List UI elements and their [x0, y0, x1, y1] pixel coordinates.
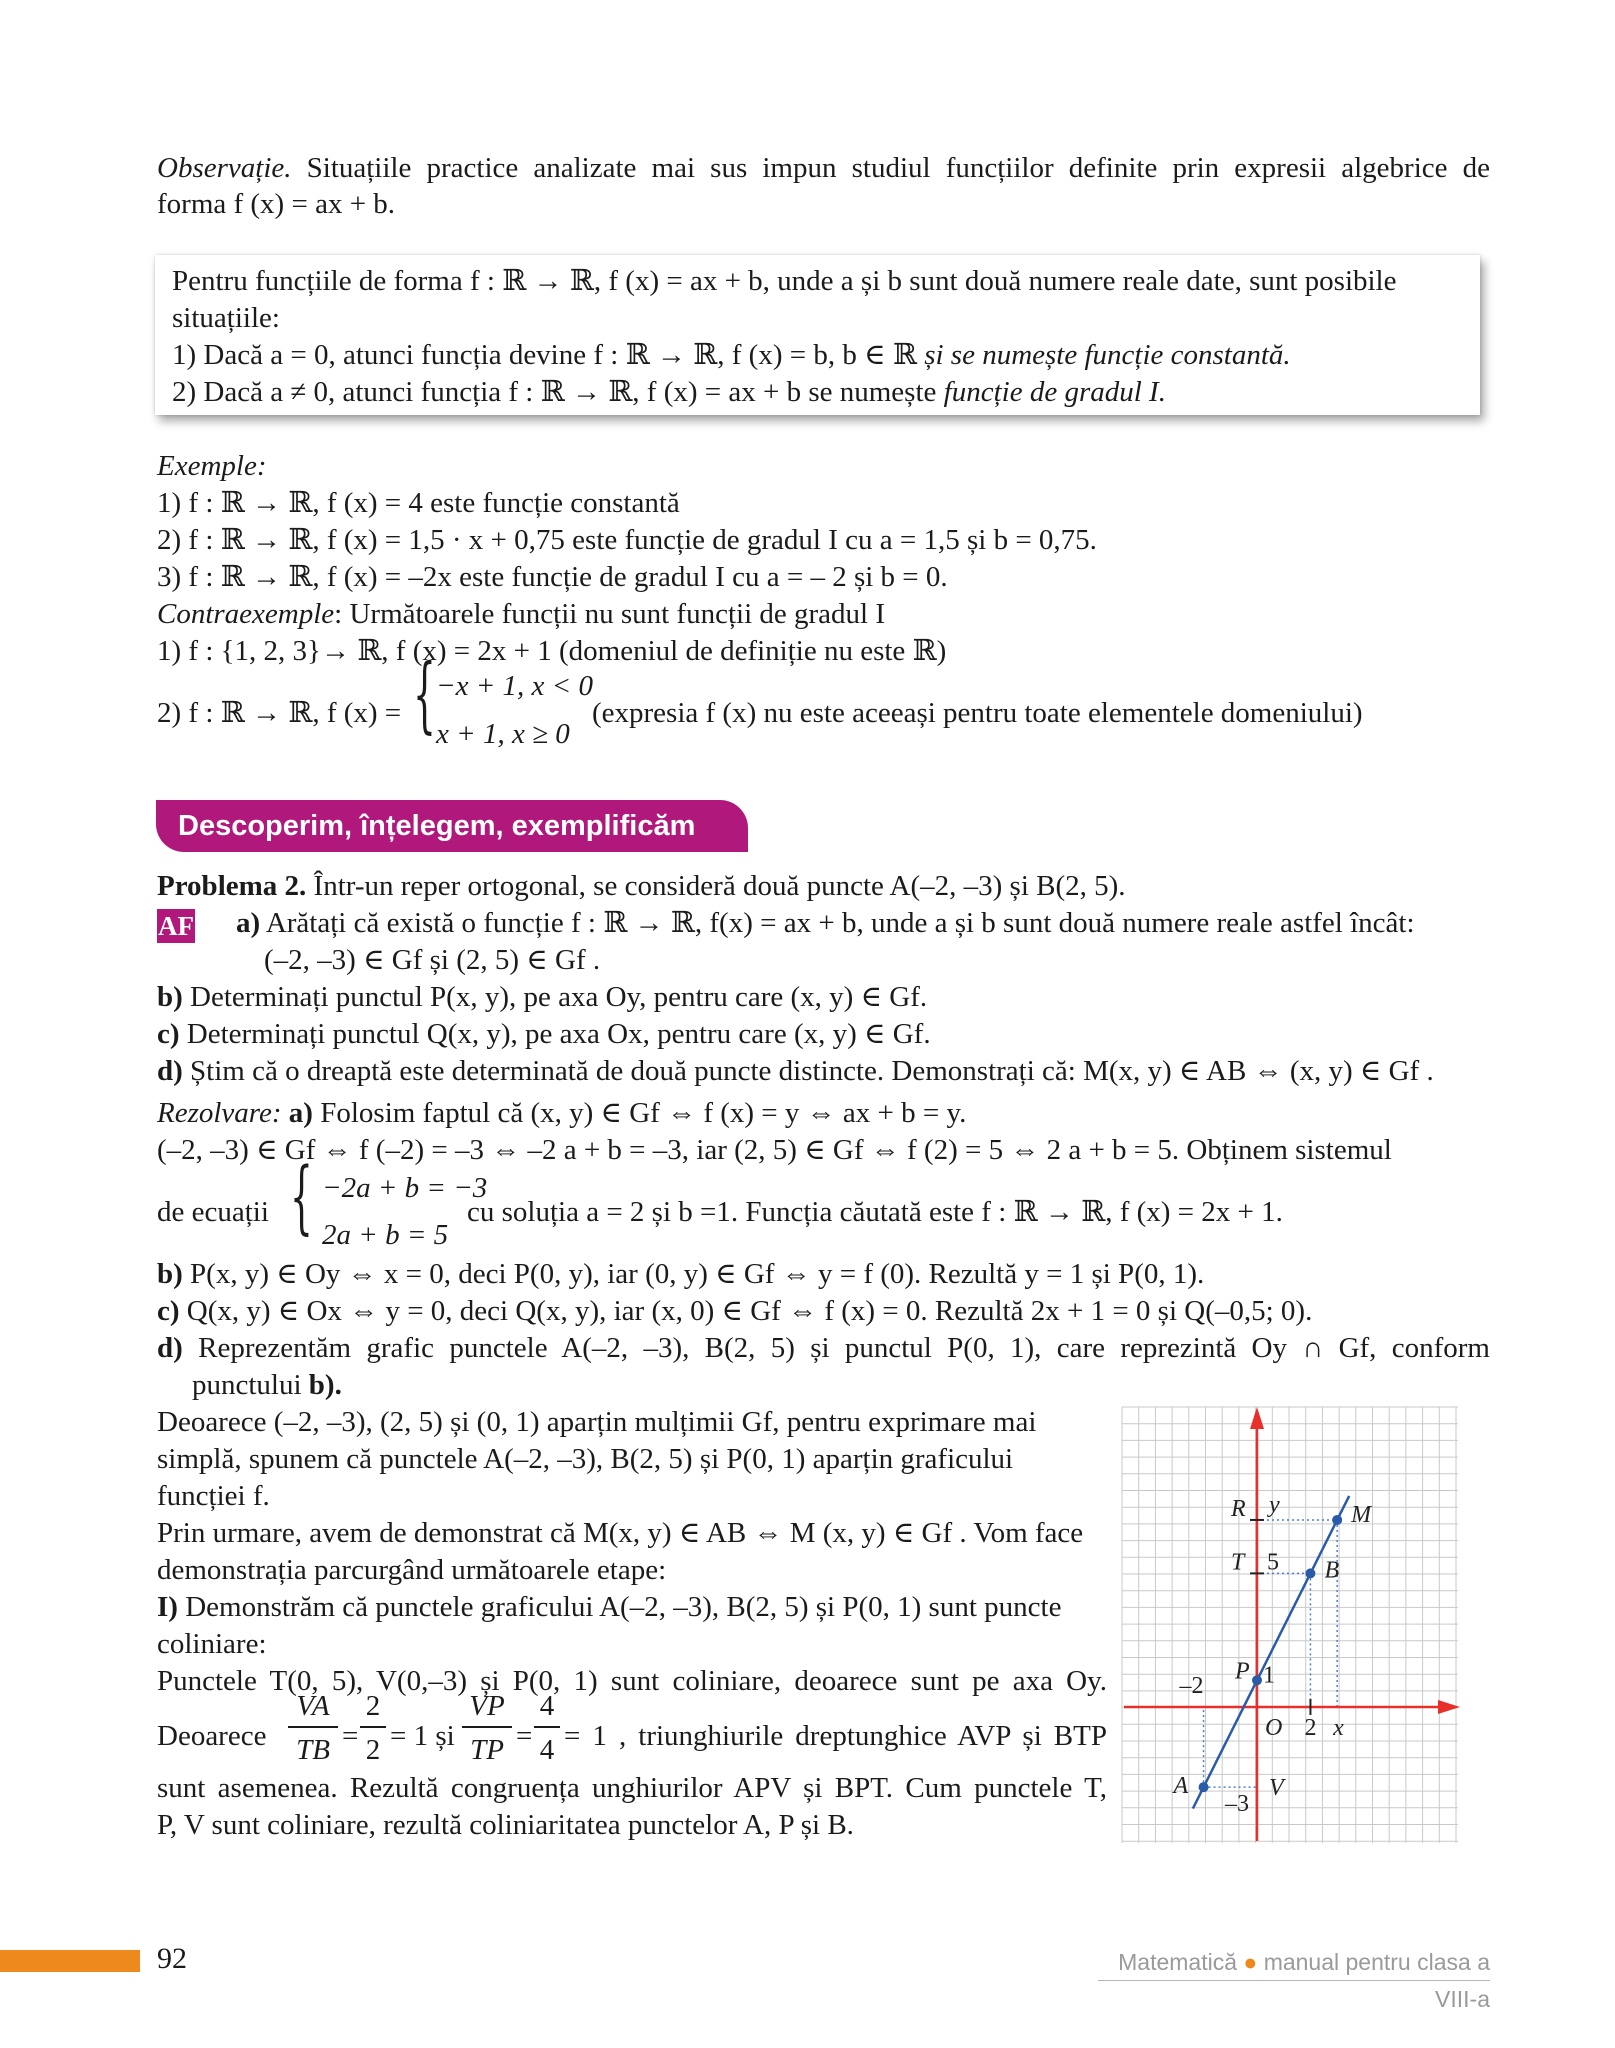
- definitie-line1: Pentru funcțiile de forma f : ℝ → ℝ, f (x) = ax + b, unde a și b sunt două numere reale date, sunt posibile: [172, 265, 1397, 297]
- contraexemplu-2-prefix: 2) f : ℝ → ℝ, f (x) =: [157, 697, 402, 729]
- section-banner: [156, 800, 748, 852]
- paragraph-line-4: Prin urmare, avem de demonstrat că M(x, y) ∈ AB ⇔ M (x, y) ∈ Gf . Vom face: [157, 1517, 1084, 1549]
- system-prefix: de ecuații: [157, 1196, 269, 1228]
- rezolvare-b: b) P(x, y) ∈ Oy ⇔ x = 0, deci P(0, y), iar (0, y) ∈ Gf ⇔ y = f (0). Rezultă y = 1 și P(0, 1).: [157, 1258, 1205, 1290]
- fraction-eq-1: =: [342, 1720, 359, 1752]
- label-m: M: [1351, 1501, 1372, 1528]
- fraction-4-bar: [534, 1726, 560, 1728]
- fraction-3-num: VP: [469, 1690, 505, 1722]
- footer-rule: [1098, 1980, 1490, 1981]
- rezolvare-c: c) Q(x, y) ∈ Ox ⇔ y = 0, deci Q(x, y), iar (x, 0) ∈ Gf ⇔ f (x) = 0. Rezultă 2x + 1 = 0 și Q(–0,5; 0).: [157, 1295, 1313, 1327]
- label-p: P: [1235, 1658, 1250, 1685]
- point-m: [1332, 1515, 1342, 1525]
- footer-book-title: Matematică ● manual pentru clasa a VIII-a: [1118, 1949, 1490, 2012]
- footer-dot-icon: ●: [1243, 1949, 1258, 1975]
- problema-d: d) Știm că o dreaptă este determinată de două puncte distincte. Demonstrați că: M(x, y) ∈ AB ⇔ (x, y) ∈ Gf .: [157, 1055, 1434, 1087]
- fraction-1-bar: [288, 1726, 338, 1728]
- fraction-1-num: VA: [296, 1690, 330, 1722]
- problema-title: Problema 2. Într-un reper ortogonal, se consideră două puncte A(–2, –3) și B(2, 5).: [157, 870, 1126, 902]
- observatie-label: Observație.: [157, 152, 292, 184]
- definitie-line2: situațiile:: [172, 302, 280, 334]
- paragraph-line-11: P, V sunt coliniare, rezultă coliniaritatea punctelor A, P și B.: [157, 1809, 854, 1841]
- fraction-line-prefix: Deoarece: [157, 1720, 267, 1752]
- system-brace: {: [290, 1153, 313, 1244]
- paragraph-line-7: coliniare:: [157, 1628, 267, 1660]
- rezolvare-d-line2: punctului b).: [192, 1369, 342, 1401]
- observatie-line2: forma f (x) = ax + b.: [157, 188, 396, 220]
- system-eq-2: 2a + b = 5: [322, 1219, 449, 1251]
- paragraph-line-1: Deoarece (–2, –3), (2, 5) și (0, 1) aparțin mulțimii Gf, pentru exprimare mai: [157, 1406, 1037, 1438]
- function-graph: [1120, 1405, 1466, 1845]
- definitie-line4: 2) Dacă a ≠ 0, atunci funcția f : ℝ → ℝ, f (x) = ax + b se numește funcție de gradul I.: [172, 376, 1166, 408]
- rezolvare-line2: (–2, –3) ∈ Gf ⇔ f (–2) = –3 ⇔ –2 a + b = –3, iar (2, 5) ∈ Gf ⇔ f (2) = 5 ⇔ 2 a + b = 5. Obținem sistemul: [157, 1134, 1392, 1166]
- point-a: [1199, 1782, 1209, 1792]
- page-number: 92: [157, 1942, 187, 1975]
- function-line: [1193, 1496, 1349, 1809]
- piecewise-brace: {: [413, 649, 436, 744]
- fraction-1-den: TB: [296, 1734, 330, 1766]
- fraction-4-den: 4: [539, 1734, 555, 1766]
- y-axis-arrow-icon: [1250, 1407, 1264, 1429]
- graph-grid: [1122, 1407, 1458, 1843]
- point-p: [1252, 1675, 1262, 1685]
- label-v: V: [1269, 1775, 1284, 1802]
- problema-a-line2: (–2, –3) ∈ Gf și (2, 5) ∈ Gf .: [264, 944, 601, 976]
- point-b: [1305, 1568, 1315, 1578]
- system-eq-1: −2a + b = −3: [322, 1172, 488, 1204]
- problema-b: b) Determinați punctul P(x, y), pe axa Oy, pentru care (x, y) ∈ Gf.: [157, 981, 928, 1013]
- x-axis-arrow-icon: [1438, 1700, 1460, 1714]
- piecewise-case-1: −x + 1, x < 0: [436, 670, 593, 702]
- label-one: 1: [1263, 1662, 1275, 1689]
- contraexemplu-2-note: (expresia f (x) nu este aceeași pentru toate elementele domeniului): [592, 697, 1363, 729]
- problema-a: a) Arătați că există o funcție f : ℝ → ℝ, f(x) = ax + b, unde a și b sunt două numere reale astfel încât:: [236, 907, 1415, 939]
- system-suffix: cu soluția a = 2 și b =1. Funcția căutată este f : ℝ → ℝ, f (x) = 2x + 1.: [467, 1196, 1283, 1228]
- label-x-axis: x: [1333, 1715, 1344, 1741]
- exemplu-2: 2) f : ℝ → ℝ, f (x) = 1,5 · x + 0,75 este funcție de gradul I cu a = 1,5 și b = 0,75.: [157, 524, 1097, 556]
- fraction-mid: = 1 și: [390, 1720, 455, 1752]
- paragraph-line-6: I) Demonstrăm că punctele graficului A(–2, –3), B(2, 5) și P(0, 1) sunt puncte: [157, 1591, 1062, 1623]
- fraction-2-bar: [360, 1726, 386, 1728]
- footer-accent-bar: [0, 1950, 140, 1972]
- label-y-axis: y: [1269, 1491, 1280, 1518]
- label-origin: O: [1265, 1715, 1283, 1741]
- definitie-line3: 1) Dacă a = 0, atunci funcția devine f : ℝ → ℝ, f (x) = b, b ∈ ℝ și se numește funcție constantă.: [172, 339, 1291, 371]
- label-two: 2: [1304, 1715, 1317, 1741]
- graph-function: [1193, 1496, 1349, 1809]
- problema-c: c) Determinați punctul Q(x, y), pe axa Ox, pentru care (x, y) ∈ Gf.: [157, 1018, 931, 1050]
- observatie-line1: Observație. Situațiile practice analizate mai sus impun studiul funcțiilor definite prin expresii algebrice de: [157, 152, 1490, 184]
- fraction-3-den: TP: [470, 1734, 504, 1766]
- fraction-eq-2: =: [516, 1720, 533, 1752]
- label-minus-two: –2: [1179, 1673, 1204, 1699]
- label-minus-three: –3: [1225, 1791, 1249, 1818]
- label-a: A: [1173, 1773, 1189, 1800]
- label-b: B: [1324, 1557, 1340, 1584]
- label-r: R: [1231, 1495, 1246, 1522]
- paragraph-line-2: simplă, spunem că punctele A(–2, –3), B(2, 5) și P(0, 1) aparțin graficului: [157, 1443, 1014, 1475]
- piecewise-case-2: x + 1, x ≥ 0: [436, 718, 570, 750]
- fraction-2-den: 2: [365, 1734, 381, 1766]
- af-badge: AF: [158, 911, 194, 941]
- exemplu-3: 3) f : ℝ → ℝ, f (x) = –2x este funcție de gradul I cu a = – 2 și b = 0.: [157, 561, 948, 593]
- paragraph-line-3: funcției f.: [157, 1480, 270, 1512]
- paragraph-line-8: Punctele T(0, 5), V(0,–3) și P(0, 1) sunt coliniare, deoarece sunt pe axa Oy.: [157, 1665, 1107, 1697]
- contraexemplu-1: 1) f : {1, 2, 3}→ ℝ, f (x) = 2x + 1 (domeniul de definiție nu este ℝ): [157, 635, 947, 667]
- section-banner-title: Descoperim, înțelegem, exemplificăm: [178, 810, 696, 842]
- rezolvare-d: d) Reprezentăm grafic punctele A(–2, –3), B(2, 5) și punctul P(0, 1), care reprezintă Oy ∩ Gf, conform: [157, 1332, 1490, 1364]
- exemple-title: Exemple:: [157, 450, 267, 482]
- contraexemple-title: Contraexemple: Următoarele funcții nu sunt funcții de gradul I: [157, 598, 886, 630]
- fraction-line-suffix: = 1 , triunghiurile dreptunghice AVP și BTP: [564, 1720, 1107, 1752]
- paragraph-line-5: demonstrația parcurgând următoarele etape:: [157, 1554, 667, 1586]
- rezolvare-a: Rezolvare: a) Folosim faptul că (x, y) ∈ Gf ⇔ f (x) = y ⇔ ax + b = y.: [157, 1097, 967, 1129]
- label-t: T: [1231, 1549, 1245, 1576]
- fraction-3-bar: [462, 1726, 512, 1728]
- fraction-2-num: 2: [365, 1690, 381, 1722]
- exemplu-1: 1) f : ℝ → ℝ, f (x) = 4 este funcție constantă: [157, 487, 680, 519]
- paragraph-line-10: sunt asemenea. Rezultă congruența unghiurilor APV și BPT. Cum punctele T,: [157, 1772, 1107, 1804]
- fraction-4-num: 4: [539, 1690, 555, 1722]
- label-five: 5: [1267, 1549, 1279, 1576]
